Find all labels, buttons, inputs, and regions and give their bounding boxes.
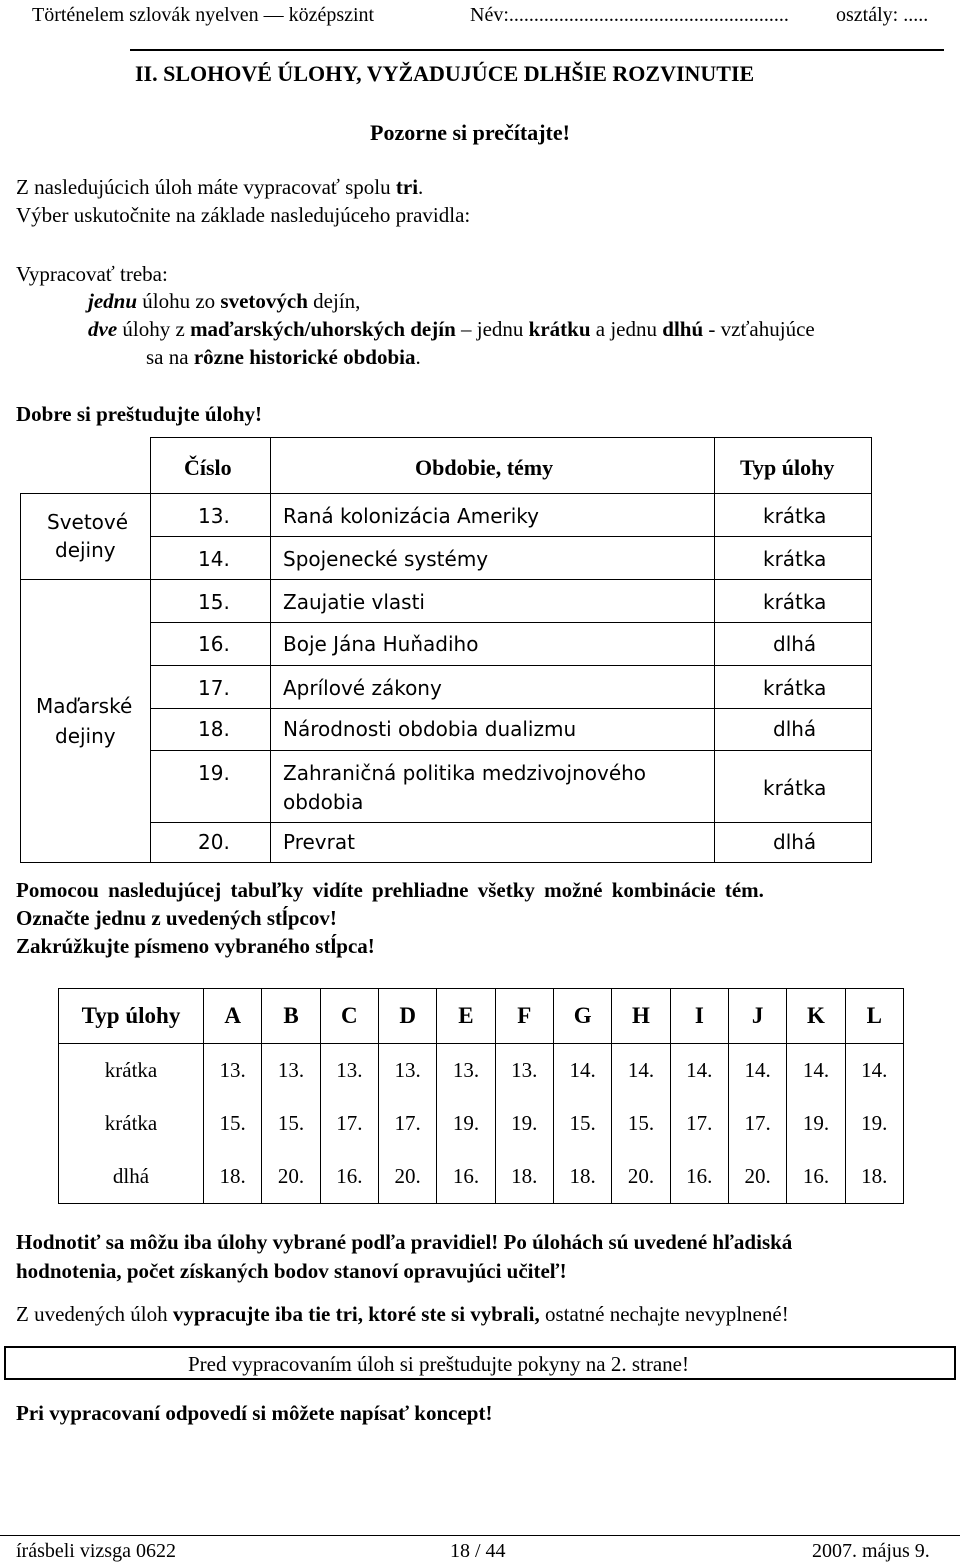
header-type: Typ úlohy [740,455,835,480]
combo-cell: 14. [845,1044,903,1098]
row-theme-cont: obdobia [283,790,364,814]
header-class-label: osztály: ..... [836,4,929,26]
grid-line [150,536,872,537]
combo-cell: 13. [378,1044,436,1098]
combo-cell: 15. [204,1097,262,1150]
column-letter[interactable]: D [378,989,436,1044]
column-letter[interactable]: I [670,989,728,1044]
combo-cell: 15. [262,1097,320,1150]
header-number: Číslo [184,455,232,480]
combo-cell: 13. [495,1044,553,1098]
instruction-box-text: Pred vypracovaním úloh si preštudujte pokyny na 2. strane! [188,1352,689,1376]
combo-cell: 20. [612,1150,670,1204]
rule-hungary: dve úlohy z maďarských/uhorských dejín – jednu krátku a jednu dlhú - vzťahujúce [88,317,815,341]
combo-cell: 18. [495,1150,553,1204]
draft-note: Pri vypracovaní odpovedí si môžete napísať koncept! [16,1401,493,1425]
row-theme: Spojenecké systémy [283,547,489,571]
footer-date: 2007. május 9. [812,1540,930,1562]
column-letter[interactable]: F [495,989,553,1044]
combo-cell: 13. [262,1044,320,1098]
evaluation-note-2: hodnotenia, počet získaných bodov stanoví opravujúci učiteľ! [16,1259,567,1283]
header-name-label: Név:........................................................ [470,4,789,26]
combo-cell: 19. [437,1097,495,1150]
choose-note: Z uvedených úloh vypracujte iba tie tri, ktoré ste si vybrali, ostatné nechajte nevyplnené! [16,1302,789,1326]
combo-row-label: krátka [59,1044,204,1098]
intro-line-1: Z nasledujúcich úloh máte vypracovať spolu tri. [16,175,424,199]
combo-cell: 13. [204,1044,262,1098]
combo-cell: 20. [728,1150,786,1204]
evaluation-note-1: Hodnotiť sa môžu iba úlohy vybrané podľa pravidiel! Po úlohách sú uvedené hľadiská [16,1230,793,1254]
row-num: 13. [198,504,230,528]
grid-line [20,862,872,863]
combination-table [58,988,904,1204]
combo-cell: 13. [320,1044,378,1098]
combo-cell: 17. [670,1097,728,1150]
intro-line-3: Vypracovať treba: [16,262,168,286]
group-hungary-1: Maďarské [36,694,133,718]
row-theme: Zahraničná politika medzivojnového [283,761,647,785]
column-letter[interactable]: H [612,989,670,1044]
grid-line [150,437,872,438]
row-type: dlhá [773,632,817,656]
footer-rule [0,1535,960,1536]
grid-line [871,437,872,863]
column-letter[interactable]: G [553,989,611,1044]
combo-cell: 17. [728,1097,786,1150]
row-type: krátka [763,590,827,614]
combo-cell: 14. [728,1044,786,1098]
rule-periods: sa na rôzne historické obdobia. [146,345,421,369]
combo-cell: 16. [437,1150,495,1204]
row-type: krátka [763,547,827,571]
row-num: 18. [198,717,230,741]
combo-row [59,1044,904,1098]
row-type: dlhá [773,717,817,741]
row-num: 14. [198,547,230,571]
section-title: II. SLOHOVÉ ÚLOHY, VYŽADUJÚCE DLHŠIE ROZVINUTIE [135,61,755,86]
combo-cell: 14. [670,1044,728,1098]
row-theme: Národnosti obdobia dualizmu [283,717,577,741]
combo-intro-1: Pomocou nasledujúcej tabuľky vidíte prehliadne všetky možné kombinácie tém. [16,878,764,902]
header-rule [130,49,944,51]
row-type: krátka [763,776,827,800]
combo-cell: 14. [553,1044,611,1098]
combo-corner: Typ úlohy [59,989,204,1044]
combo-row-label: dlhá [59,1150,204,1204]
grid-line [150,708,872,709]
header-theme: Obdobie, témy [415,455,554,480]
row-theme: Aprílové zákony [283,676,442,700]
combo-row [59,1097,904,1150]
group-hungary-2: dejiny [55,724,116,748]
row-type: krátka [763,676,827,700]
grid-line [150,750,872,751]
row-num: 17. [198,676,230,700]
column-letter[interactable]: C [320,989,378,1044]
grid-line [150,437,151,863]
row-num: 15. [198,590,230,614]
rule-world: jednu úlohu zo svetových dejín, [88,289,361,313]
row-num: 19. [198,761,230,785]
combo-cell: 18. [845,1150,903,1204]
row-num: 16. [198,632,230,656]
grid-line [20,493,872,494]
combo-cell: 16. [670,1150,728,1204]
grid-line [714,437,715,863]
row-theme: Raná kolonizácia Ameriky [283,504,540,528]
column-letter[interactable]: A [204,989,262,1044]
study-note: Dobre si preštudujte úlohy! [16,402,263,426]
grid-line [150,822,872,823]
combo-row [59,1150,904,1204]
grid-line [270,437,271,863]
combo-cell: 16. [787,1150,845,1204]
grid-line [150,622,872,623]
grid-line [20,493,21,863]
row-type: krátka [763,504,827,528]
combo-cell: 13. [437,1044,495,1098]
footer-page: 18 / 44 [450,1540,506,1562]
combo-cell: 17. [378,1097,436,1150]
combo-cell: 18. [553,1150,611,1204]
combo-cell: 20. [378,1150,436,1204]
attention-note: Pozorne si prečítajte! [370,120,570,145]
row-theme: Prevrat [283,830,355,854]
header-subject: Történelem szlovák nyelven — középszint [32,4,375,26]
column-letter[interactable]: B [262,989,320,1044]
footer-exam: írásbeli vizsga 0622 [16,1540,176,1562]
group-world-1: Svetové [47,510,129,534]
row-theme: Boje Jána Huňadiho [283,632,479,656]
combo-row-label: krátka [59,1097,204,1150]
combo-cell: 19. [495,1097,553,1150]
row-type: dlhá [773,830,817,854]
column-letter[interactable]: K [787,989,845,1044]
row-num: 20. [198,830,230,854]
combo-cell: 14. [612,1044,670,1098]
row-theme: Zaujatie vlasti [283,590,425,614]
combo-cell: 14. [787,1044,845,1098]
combo-cell: 20. [262,1150,320,1204]
column-letter[interactable]: L [845,989,903,1044]
instruction-box [4,1346,956,1380]
grid-line [20,579,872,580]
group-world-2: dejiny [55,538,116,562]
combo-cell: 18. [204,1150,262,1204]
combo-intro-3: Zakrúžkujte písmeno vybraného stĺpca! [16,934,375,958]
grid-line [150,665,872,666]
combo-cell: 15. [612,1097,670,1150]
combo-cell: 19. [845,1097,903,1150]
column-letter[interactable]: J [728,989,786,1044]
combo-intro-2: Označte jednu z uvedených stĺpcov! [16,906,337,930]
combo-cell: 19. [787,1097,845,1150]
column-letter[interactable]: E [437,989,495,1044]
combo-cell: 17. [320,1097,378,1150]
combo-cell: 15. [553,1097,611,1150]
intro-line-2: Výber uskutočnite na základe nasledujúceho pravidla: [16,203,471,227]
combo-cell: 16. [320,1150,378,1204]
